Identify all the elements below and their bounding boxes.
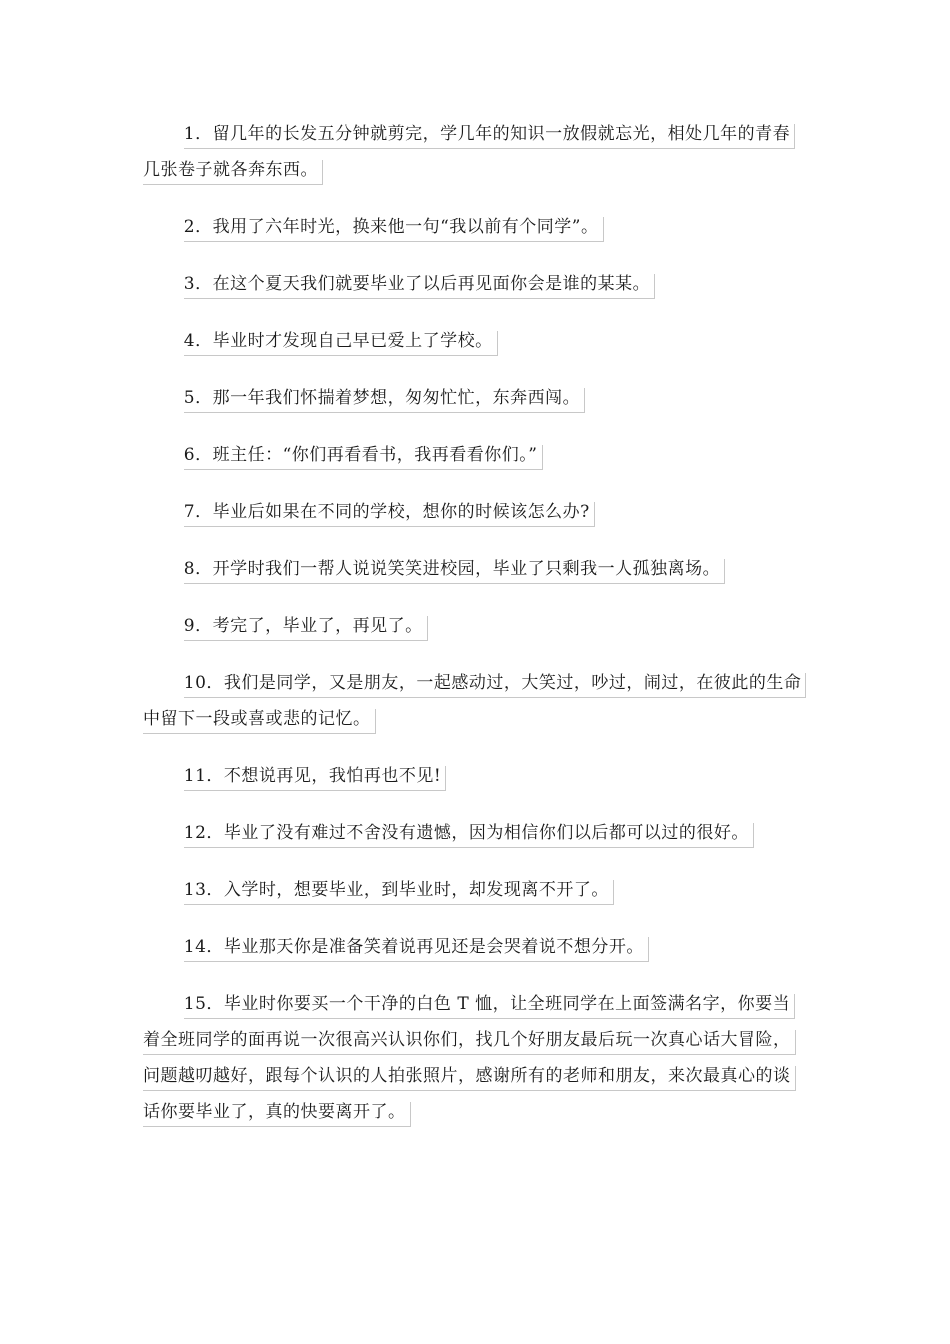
list-item-text: 9．考完了，毕业了，再见了。 xyxy=(184,616,428,641)
list-item xyxy=(143,266,807,302)
list-item-text: 1．留几年的长发五分钟就剪完，学几年的知识一放假就忘光，相处几年的青春几张卷子就各奔东西。 xyxy=(143,124,795,185)
list-item-text: 12．毕业了没有难过不舍没有遗憾，因为相信你们以后都可以过的很好。 xyxy=(184,823,754,848)
list-item-text: 3．在这个夏天我们就要毕业了以后再见面你会是谁的某某。 xyxy=(184,274,655,299)
list-item-text: 4．毕业时才发现自己早已爱上了学校。 xyxy=(184,331,498,356)
list-item-text: 6．班主任：“你们再看看书，我再看看你们。” xyxy=(184,445,543,470)
list-item xyxy=(143,551,807,587)
list-item xyxy=(143,872,807,908)
list-item-text: 15．毕业时你要买一个干净的白色 T 恤，让全班同学在上面签满名字，你要当着全班同学的面再说一次很高兴认识你们，找几个好朋友最后玩一次真心话大冒险，问题越叨越好，跟每个认识的人拍张照片，感谢所有的老师和朋友，来次最真心的谈话你要毕业了，真的快要离开了。 xyxy=(143,994,796,1127)
list-item xyxy=(143,323,807,359)
list-item-text: 2．我用了六年时光，换来他一句“我以前有个同学”。 xyxy=(184,217,604,242)
list-item xyxy=(143,986,807,1130)
list-item-text: 5．那一年我们怀揣着梦想，匆匆忙忙，东奔西闯。 xyxy=(184,388,585,413)
list-item xyxy=(143,665,807,737)
list-item-text: 8．开学时我们一帮人说说笑笑进校园，毕业了只剩我一人孤独离场。 xyxy=(184,559,725,584)
list-item xyxy=(143,380,807,416)
list-item xyxy=(143,209,807,245)
document-body xyxy=(143,116,807,1151)
list-item-text: 14．毕业那天你是准备笑着说再见还是会哭着说不想分开。 xyxy=(184,937,649,962)
list-item xyxy=(143,437,807,473)
list-item-text: 7．毕业后如果在不同的学校，想你的时候该怎么办? xyxy=(184,502,595,527)
list-item xyxy=(143,815,807,851)
list-item-text: 13．入学时，想要毕业，到毕业时，却发现离不开了。 xyxy=(184,880,614,905)
list-item-text: 10．我们是同学，又是朋友，一起感动过，大笑过，吵过，闹过，在彼此的生命中留下一段或喜或悲的记忆。 xyxy=(143,673,806,734)
list-item xyxy=(143,929,807,965)
list-item xyxy=(143,494,807,530)
list-item xyxy=(143,608,807,644)
list-item-text: 11．不想说再见，我怕再也不见! xyxy=(184,766,446,791)
list-item xyxy=(143,116,807,188)
list-item xyxy=(143,758,807,794)
